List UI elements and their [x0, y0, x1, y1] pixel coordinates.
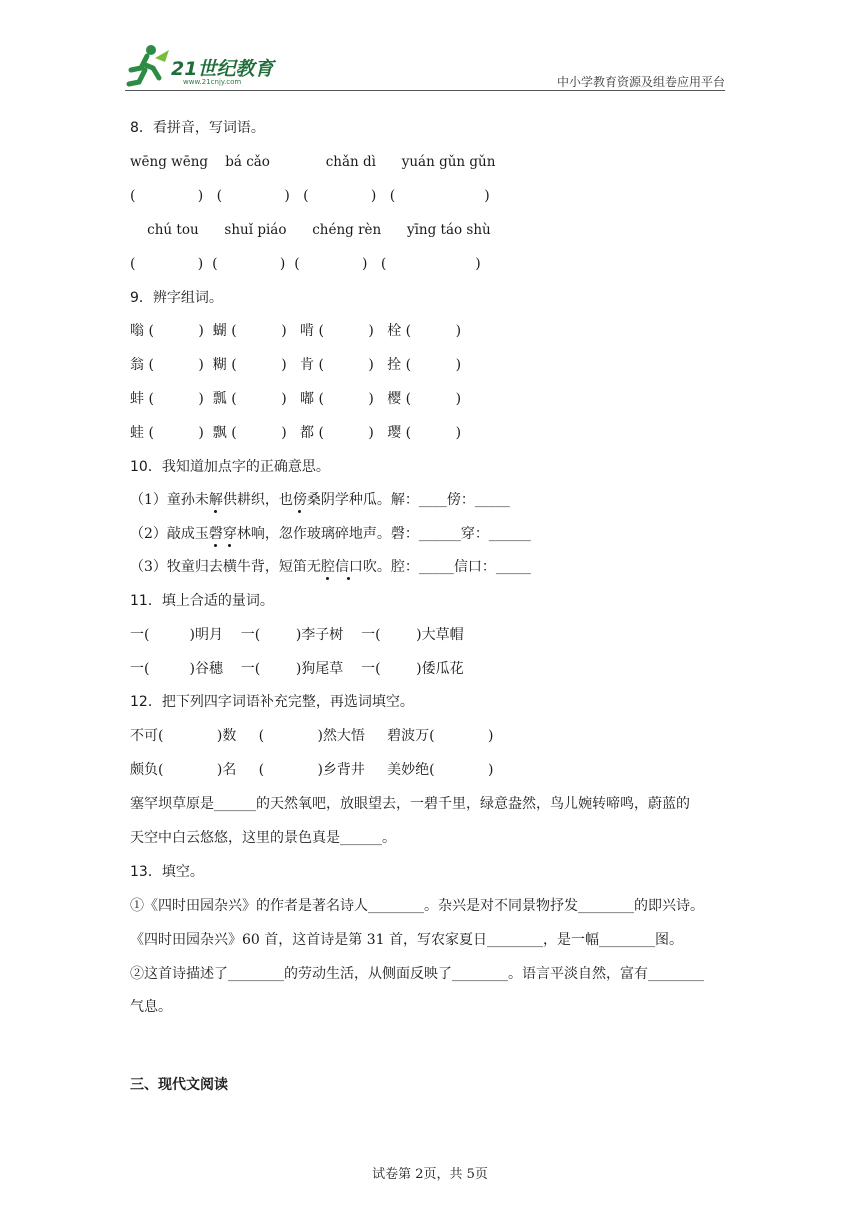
- logo-url: www.21cnjy.com: [183, 78, 242, 86]
- q13-item-2-line-2: 气息。: [130, 999, 172, 1015]
- q10-title: 10．我知道加点字的正确意思。: [130, 459, 330, 475]
- q10-3-text-a: （3）牧童归去横牛背，短笛无: [130, 559, 321, 575]
- q12-title: 12．把下列四字词语补充完整，再选词填空。: [130, 694, 414, 710]
- q10-2-dotted-char-2: 穿: [222, 526, 237, 542]
- page-header: [125, 40, 725, 90]
- q10-1-text-c: 桑阴学种瓜。解：____傍：_____: [306, 492, 510, 508]
- q13-item-1-line-2: 《四时田园杂兴》60 首，这首诗是第 31 首，写农家夏日________，是一幅________图。: [130, 932, 683, 948]
- q10-item-3: [130, 558, 531, 576]
- q12-row-2: 颇负( )名 ( )乡背井 美妙绝( ): [130, 762, 494, 778]
- q8-blanks-row-1: ( ) ( ) ( ) ( ): [130, 188, 490, 204]
- q10-item-2: [130, 525, 531, 543]
- q9-title: 9．辨字组词。: [130, 290, 223, 306]
- q12-text-2: 天空中白云悠悠，这里的景色真是______。: [130, 830, 396, 846]
- q8-pinyin-row-1: wēng wēng bá cǎo chǎn dì yuán gǔn gǔn: [130, 154, 496, 170]
- q12-row-1: 不可( )数 ( )然大悟 碧波万( ): [130, 728, 494, 744]
- page-footer: 试卷第 2页，共 5页: [372, 1167, 488, 1182]
- q13-item-1-line-1: ①《四时田园杂兴》的作者是著名诗人________。杂兴是对不同景物抒发________的即兴诗。: [130, 898, 704, 914]
- section-3-heading: 三、现代文阅读: [130, 1077, 228, 1093]
- q13-item-2-line-1: ②这首诗描述了________的劳动生活，从侧面反映了________。语言平淡自然，富有________: [130, 966, 704, 982]
- q9-row-2: 翁 ( ) 糊 ( ) 肯 ( ) 拴 ( ): [130, 357, 462, 373]
- q11-title: 11．填上合适的量词。: [130, 593, 274, 609]
- q11-row-1: 一( )明月 一( )李子树 一( )大草帽: [130, 627, 464, 643]
- runner-logo-icon: [125, 40, 175, 90]
- q10-3-dotted-char-1: 腔: [320, 559, 335, 575]
- q8-title: 8．看拼音，写词语。: [130, 120, 265, 136]
- q9-row-1: 嗡 ( ) 蝴 ( ) 啃 ( ) 栓 ( ): [130, 323, 462, 339]
- q10-1-text-b: 供耕织，也: [222, 492, 293, 508]
- q9-row-3: 蚌 ( ) 瓢 ( ) 嘟 ( ) 樱 ( ): [130, 391, 462, 407]
- q10-item-1: [130, 491, 510, 509]
- q8-pinyin-row-2: chú tou shuǐ piáo chéng rèn yīng táo shù: [130, 222, 491, 238]
- q10-2-dotted-char-1: 磬: [208, 526, 223, 542]
- header-divider: [125, 90, 725, 91]
- q10-2-text-c: 林响，忽作玻璃碎地声。磬：______穿：______: [236, 526, 531, 542]
- q13-title: 13．填空。: [130, 864, 204, 880]
- q10-2-text-a: （2）敲成玉: [130, 526, 209, 542]
- q11-row-2: 一( )谷穗 一( )狗尾草 一( )倭瓜花: [130, 661, 464, 677]
- platform-title: 中小学教育资源及组卷应用平台: [556, 75, 725, 89]
- q9-row-4: 蛙 ( ) 飘 ( ) 都 ( ) 璎 ( ): [130, 425, 462, 441]
- q10-1-dotted-char-2: 傍: [292, 492, 307, 508]
- q8-blanks-row-2: ( ) ( ) ( ) ( ): [130, 256, 481, 272]
- q10-1-dotted-char-1: 解: [208, 492, 223, 508]
- logo: [125, 40, 295, 90]
- q10-1-text-a: （1）童孙未: [130, 492, 209, 508]
- q10-3-dotted-char-2: 信口: [334, 559, 363, 575]
- logo-text: 21世纪教育: [171, 58, 274, 80]
- q12-text-1: 塞罕坝草原是______的天然氧吧，放眼望去，一碧千里，绿意盎然，鸟儿婉转啼鸣，蔚蓝的: [130, 796, 690, 812]
- q10-3-text-c: 吹。腔：_____信口：_____: [362, 559, 531, 575]
